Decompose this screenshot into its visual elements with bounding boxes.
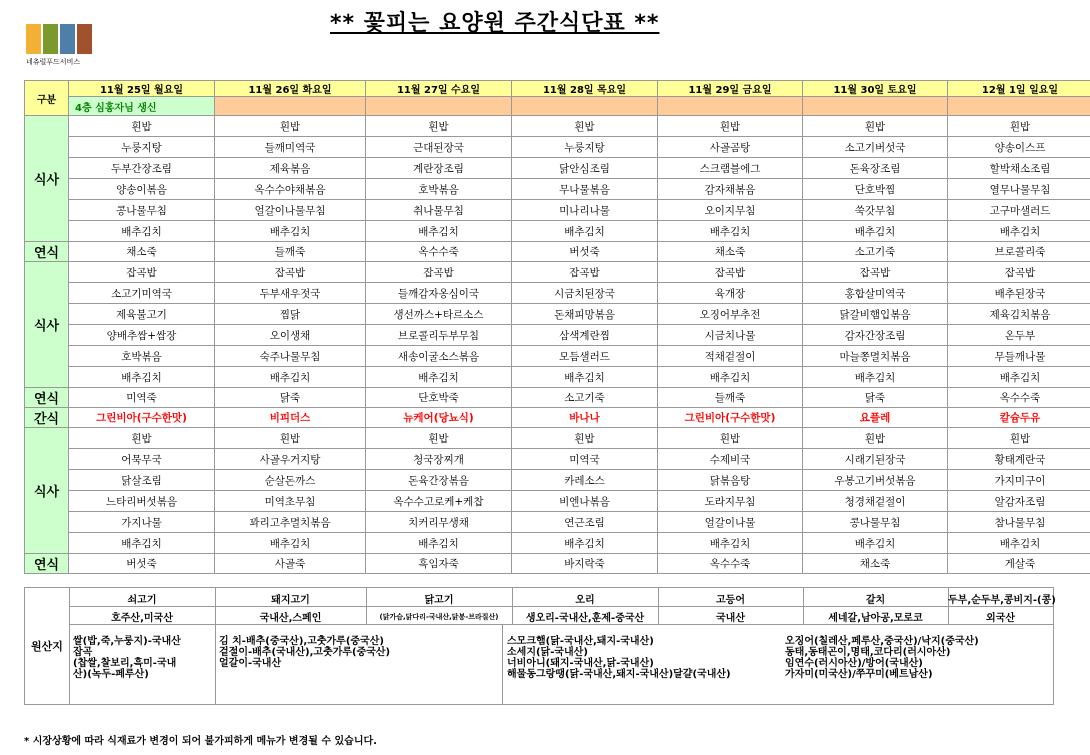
origin-seafood-line: 오징어(칠레산,페루산,중국산)/낙지(중국산) xyxy=(785,636,979,647)
breakfast-item: 소고기버섯국 xyxy=(803,137,948,158)
snack-item: 뉴케어(당뇨식) xyxy=(366,408,512,428)
lunch-item: 잡곡밥 xyxy=(803,262,948,283)
lunch-item: 잡곡밥 xyxy=(215,262,366,283)
soft-meal-2-item: 들깨죽 xyxy=(658,388,803,408)
dinner-item: 흰밥 xyxy=(215,428,366,449)
dinner-item: 알감자조림 xyxy=(948,491,1090,512)
lunch-item: 닭갈비햄입볶음 xyxy=(803,304,948,325)
origin-meat-value: 외국산 xyxy=(986,613,1015,624)
lunch-item: 잡곡밥 xyxy=(512,262,658,283)
origin-col-divider xyxy=(502,624,503,704)
soft-meal-3-label: 연식 xyxy=(25,554,69,574)
snack-row xyxy=(25,408,1090,428)
dinner-item: 미역국 xyxy=(512,449,658,470)
soft-meal-2-item: 옥수수죽 xyxy=(948,388,1090,408)
breakfast-item: 감자채볶음 xyxy=(658,179,803,200)
dinner-item: 꽈리고추멸치볶음 xyxy=(215,512,366,533)
soft-meal-2-item: 닭죽 xyxy=(803,388,948,408)
origin-processed-line: 해물동그랑땡(닭-국내산,돼지-국내산)달걀(국내산) xyxy=(507,669,731,680)
dinner-row xyxy=(25,533,1090,554)
breakfast-item: 배추김치 xyxy=(948,221,1090,242)
lunch-row xyxy=(25,283,1090,304)
soft-meal-3-item: 사골죽 xyxy=(215,554,366,574)
header-label: 구분 xyxy=(25,81,69,116)
breakfast-item: 배추김치 xyxy=(512,221,658,242)
dinner-item: 연근조림 xyxy=(512,512,658,533)
day-header: 11월 27일 수요일 xyxy=(366,81,512,97)
snack-item: 비피더스 xyxy=(215,408,366,428)
breakfast-item: 흰밥 xyxy=(803,116,948,137)
lunch-item: 시금치된장국 xyxy=(512,283,658,304)
origin-meat-value: 국내산 xyxy=(716,613,745,624)
lunch-item: 돈채피망볶음 xyxy=(512,304,658,325)
breakfast-item: 배추김치 xyxy=(366,221,512,242)
lunch-item: 오징어부추전 xyxy=(658,304,803,325)
breakfast-item: 양송이스프 xyxy=(948,137,1090,158)
lunch-item: 삼색계란찜 xyxy=(512,325,658,346)
logo-tile-water xyxy=(60,24,75,54)
origin-kimchi-line: 얼갈이-국내산 xyxy=(219,658,282,669)
birthday-empty xyxy=(803,97,948,116)
origin-grains-line: (찹쌀,찰보리,흑미-국내 xyxy=(73,658,177,669)
dinner-item: 가지나물 xyxy=(69,512,215,533)
logo-tile-sun xyxy=(26,24,41,54)
soft-meal-1-item: 소고기죽 xyxy=(803,242,948,262)
dinner-item: 도라지무침 xyxy=(658,491,803,512)
dinner-item: 미역초무침 xyxy=(215,491,366,512)
breakfast-item: 배추김치 xyxy=(215,221,366,242)
lunch-item: 배추김치 xyxy=(512,367,658,388)
lunch-item: 숙주나물무침 xyxy=(215,346,366,367)
breakfast-item: 흰밥 xyxy=(948,116,1090,137)
lunch-item: 홍합살미역국 xyxy=(803,283,948,304)
birthday-empty xyxy=(512,97,658,116)
weekly-menu-table xyxy=(24,80,1090,574)
origin-meat-value: 국내산,스페인 xyxy=(259,613,322,624)
dinner-item: 흰밥 xyxy=(658,428,803,449)
dinner-item: 흰밥 xyxy=(366,428,512,449)
lunch-item: 브로콜리두부무침 xyxy=(366,325,512,346)
soft-meal-2-item: 소고기죽 xyxy=(512,388,658,408)
soft-meal-1-row xyxy=(25,242,1090,262)
dinner-row xyxy=(25,491,1090,512)
breakfast-item: 단호박찜 xyxy=(803,179,948,200)
lunch-item: 호박볶음 xyxy=(69,346,215,367)
breakfast-item: 흰밥 xyxy=(658,116,803,137)
breakfast-item: 들깨미역국 xyxy=(215,137,366,158)
soft-meal-3-item: 채소죽 xyxy=(803,554,948,574)
dinner-item: 느타리버섯볶음 xyxy=(69,491,215,512)
soft-meal-2-item: 닭죽 xyxy=(215,388,366,408)
snack-item: 칼슘두유 xyxy=(948,408,1090,428)
lunch-item: 생선까스+타르소스 xyxy=(366,304,512,325)
origin-section xyxy=(24,587,1054,705)
dinner-item: 배추김치 xyxy=(69,533,215,554)
day-header: 11월 26일 화요일 xyxy=(215,81,366,97)
page-title: ** 꽃피는 요양원 주간식단표 ** xyxy=(330,11,660,36)
breakfast-item: 계란장조림 xyxy=(366,158,512,179)
lunch-item: 오이생채 xyxy=(215,325,366,346)
lunch-item: 배추김치 xyxy=(366,367,512,388)
origin-meat-name: 두부,순두부,콩비지-(콩) xyxy=(948,595,1056,606)
dinner-item: 황태계란국 xyxy=(948,449,1090,470)
lunch-item: 배추김치 xyxy=(948,367,1090,388)
dinner-item: 얼갈이나물 xyxy=(658,512,803,533)
breakfast-item: 옥수수야채볶음 xyxy=(215,179,366,200)
company-logo xyxy=(26,24,98,70)
soft-meal-3-item: 게살죽 xyxy=(948,554,1090,574)
dinner-item: 콩나물무침 xyxy=(803,512,948,533)
lunch-item: 온두부 xyxy=(948,325,1090,346)
lunch-label: 식사 xyxy=(25,262,69,388)
dinner-item: 청국장찌개 xyxy=(366,449,512,470)
lunch-item: 제육김치볶음 xyxy=(948,304,1090,325)
origin-processed-line: 소세지(닭-국내산) xyxy=(507,647,588,658)
origin-divider xyxy=(69,624,1053,625)
breakfast-item: 배추김치 xyxy=(803,221,948,242)
origin-label: 원산지 xyxy=(25,588,70,704)
soft-meal-2-label: 연식 xyxy=(25,388,69,408)
dinner-item: 우봉고기버섯볶음 xyxy=(803,470,948,491)
snack-item: 요플레 xyxy=(803,408,948,428)
breakfast-item: 미나리나물 xyxy=(512,200,658,221)
breakfast-item: 돈육장조림 xyxy=(803,158,948,179)
lunch-item: 제육불고기 xyxy=(69,304,215,325)
dinner-item: 비엔나볶음 xyxy=(512,491,658,512)
day-header: 12월 1일 일요일 xyxy=(948,81,1090,97)
origin-seafood-line: 임연수(러시아산)/방어(국내산) xyxy=(785,658,923,669)
dinner-item: 배추김치 xyxy=(215,533,366,554)
breakfast-item: 두부간장조림 xyxy=(69,158,215,179)
origin-meat-value: 세네갈,남아공,모로코 xyxy=(828,613,923,624)
dinner-item: 배추김치 xyxy=(803,533,948,554)
origin-grains-line: 산)(녹두-페루산) xyxy=(73,669,149,680)
breakfast-item: 쑥갓무침 xyxy=(803,200,948,221)
origin-meat-name: 고등어 xyxy=(716,595,745,606)
breakfast-row xyxy=(25,179,1090,200)
day-header: 11월 30일 토요일 xyxy=(803,81,948,97)
breakfast-item: 스크램블에그 xyxy=(658,158,803,179)
soft-meal-3-item: 옥수수죽 xyxy=(658,554,803,574)
breakfast-item: 사골곰탕 xyxy=(658,137,803,158)
dinner-item: 청경채겉절이 xyxy=(803,491,948,512)
soft-meal-1-item: 옥수수죽 xyxy=(366,242,512,262)
lunch-row xyxy=(25,325,1090,346)
lunch-item: 감자간장조림 xyxy=(803,325,948,346)
soft-meal-1-item: 채소죽 xyxy=(658,242,803,262)
dinner-row xyxy=(25,428,1090,449)
dinner-item: 흰밥 xyxy=(803,428,948,449)
soft-meal-1-item: 버섯죽 xyxy=(512,242,658,262)
soft-meal-3-item: 흑임자죽 xyxy=(366,554,512,574)
dinner-item: 수제비국 xyxy=(658,449,803,470)
breakfast-item: 배추김치 xyxy=(69,221,215,242)
dinner-item: 돈육간장볶음 xyxy=(366,470,512,491)
lunch-item: 들깨감자옹심이국 xyxy=(366,283,512,304)
breakfast-item: 열무나물무침 xyxy=(948,179,1090,200)
breakfast-item: 호박볶음 xyxy=(366,179,512,200)
lunch-item: 육개장 xyxy=(658,283,803,304)
lunch-row xyxy=(25,304,1090,325)
origin-grains-line: 잡곡 xyxy=(73,647,93,658)
lunch-item: 두부새우젓국 xyxy=(215,283,366,304)
lunch-item: 잡곡밥 xyxy=(948,262,1090,283)
logo-text: 네츄럴푸드서비스 xyxy=(26,58,81,66)
dinner-label: 식사 xyxy=(25,428,69,554)
day-header: 11월 28일 목요일 xyxy=(512,81,658,97)
soft-meal-1-item: 채소죽 xyxy=(69,242,215,262)
soft-meal-3-row xyxy=(25,554,1090,574)
dinner-item: 치커리무생채 xyxy=(366,512,512,533)
dinner-item: 순살돈까스 xyxy=(215,470,366,491)
lunch-item: 모듬샐러드 xyxy=(512,346,658,367)
breakfast-label: 식사 xyxy=(25,116,69,242)
breakfast-item: 배추김치 xyxy=(658,221,803,242)
dinner-row xyxy=(25,470,1090,491)
lunch-item: 새송이굴소스볶음 xyxy=(366,346,512,367)
breakfast-row xyxy=(25,137,1090,158)
origin-processed-line: 스모크햄(닭-국내산,돼지-국내산) xyxy=(507,636,654,647)
dinner-item: 흰밥 xyxy=(948,428,1090,449)
origin-col-divider xyxy=(215,624,216,704)
lunch-item: 시금치나물 xyxy=(658,325,803,346)
lunch-item: 양배추쌈+쌈장 xyxy=(69,325,215,346)
dinner-item: 닭살조림 xyxy=(69,470,215,491)
lunch-item: 배추김치 xyxy=(69,367,215,388)
breakfast-item: 양송이볶음 xyxy=(69,179,215,200)
soft-meal-1-item: 브로콜리죽 xyxy=(948,242,1090,262)
breakfast-item: 무나물볶음 xyxy=(512,179,658,200)
lunch-item: 배추김치 xyxy=(215,367,366,388)
soft-meal-2-item: 단호박죽 xyxy=(366,388,512,408)
origin-kimchi-line: 겉절이-배추(국내산),고춧가루(중국산) xyxy=(219,647,391,658)
origin-meat-name: 쇠고기 xyxy=(127,595,157,606)
lunch-item: 적채겉절이 xyxy=(658,346,803,367)
birthday-empty xyxy=(658,97,803,116)
lunch-item: 배추된장국 xyxy=(948,283,1090,304)
breakfast-item: 콩나물무침 xyxy=(69,200,215,221)
origin-meat-name: 닭고기 xyxy=(424,595,454,606)
dinner-item: 카레소스 xyxy=(512,470,658,491)
origin-kimchi-line: 김 치-배추(중국산),고춧가루(중국산) xyxy=(219,636,384,647)
dinner-row xyxy=(25,449,1090,470)
soft-meal-3-item: 버섯죽 xyxy=(69,554,215,574)
dinner-item: 배추김치 xyxy=(948,533,1090,554)
origin-grains-line: 쌀(밥,죽,누룽지)-국내산 xyxy=(73,636,181,647)
breakfast-item: 흰밥 xyxy=(215,116,366,137)
lunch-item: 잡곡밥 xyxy=(366,262,512,283)
origin-meat-value: 생오리-국내산,훈제-중국산 xyxy=(525,613,645,624)
day-header: 11월 29일 금요일 xyxy=(658,81,803,97)
breakfast-row xyxy=(25,116,1090,137)
lunch-row xyxy=(25,346,1090,367)
lunch-item: 소고기미역국 xyxy=(69,283,215,304)
breakfast-item: 흰밥 xyxy=(69,116,215,137)
origin-meat-value: 호주산,미국산 xyxy=(111,613,173,624)
breakfast-item: 할박채소조림 xyxy=(948,158,1090,179)
dinner-item: 사골우거지탕 xyxy=(215,449,366,470)
origin-meat-name: 갈치 xyxy=(865,595,886,606)
dinner-item: 어묵무국 xyxy=(69,449,215,470)
breakfast-item: 근대된장국 xyxy=(366,137,512,158)
dinner-item: 흰밥 xyxy=(69,428,215,449)
origin-meat-name: 오리 xyxy=(575,595,595,606)
snack-item: 그린비아(구수한맛) xyxy=(69,408,215,428)
birthday-empty xyxy=(948,97,1090,116)
breakfast-item: 흰밥 xyxy=(512,116,658,137)
origin-seafood-line: 가자미(미국산)/쭈꾸미(베트남산) xyxy=(785,669,933,680)
origin-meat-value: (닭가슴,닭다리-국내산,닭봉-브라질산) xyxy=(379,613,499,621)
dinner-item: 옥수수고로케+케찹 xyxy=(366,491,512,512)
breakfast-item: 누룽지탕 xyxy=(512,137,658,158)
dinner-item: 닭볶음탕 xyxy=(658,470,803,491)
snack-item: 그린비아(구수한맛) xyxy=(658,408,803,428)
footer-note: * 시장상황에 따라 식재료가 변경이 되어 불가피하게 메뉴가 변경될 수 있습니다. xyxy=(24,736,377,747)
lunch-item: 배추김치 xyxy=(803,367,948,388)
origin-processed-line: 너비아니(돼지-국내산,닭-국내산) xyxy=(507,658,654,669)
birthday-empty xyxy=(215,97,366,116)
soft-meal-2-row xyxy=(25,388,1090,408)
dinner-item: 흰밥 xyxy=(512,428,658,449)
logo-tile-grass xyxy=(43,24,58,54)
breakfast-item: 닭안심조림 xyxy=(512,158,658,179)
soft-meal-2-item: 미역죽 xyxy=(69,388,215,408)
breakfast-item: 누룽지탕 xyxy=(69,137,215,158)
lunch-item: 잡곡밥 xyxy=(69,262,215,283)
lunch-row xyxy=(25,367,1090,388)
breakfast-item: 흰밥 xyxy=(366,116,512,137)
logo-tile-earth xyxy=(77,24,92,54)
breakfast-item: 취나물무침 xyxy=(366,200,512,221)
breakfast-item: 고구마샐러드 xyxy=(948,200,1090,221)
origin-meat-name: 돼지고기 xyxy=(271,595,310,606)
lunch-item: 무들깨나물 xyxy=(948,346,1090,367)
header-row xyxy=(25,81,1090,97)
lunch-item: 잡곡밥 xyxy=(658,262,803,283)
dinner-item: 배추김치 xyxy=(658,533,803,554)
birthday-row xyxy=(25,97,1090,116)
dinner-item: 배추김치 xyxy=(366,533,512,554)
dinner-row xyxy=(25,512,1090,533)
dinner-item: 참나물무침 xyxy=(948,512,1090,533)
dinner-item: 가지미구이 xyxy=(948,470,1090,491)
origin-divider xyxy=(69,606,1053,607)
breakfast-row xyxy=(25,200,1090,221)
breakfast-row xyxy=(25,221,1090,242)
birthday-cell: 4층 심홍자님 생신 xyxy=(69,97,215,116)
breakfast-row xyxy=(25,158,1090,179)
breakfast-item: 오이지무침 xyxy=(658,200,803,221)
lunch-item: 마늘쫑멸치볶음 xyxy=(803,346,948,367)
soft-meal-1-item: 들깨죽 xyxy=(215,242,366,262)
day-header: 11월 25일 월요일 xyxy=(69,81,215,97)
snack-label: 간식 xyxy=(25,408,69,428)
dinner-item: 배추김치 xyxy=(512,533,658,554)
soft-meal-3-item: 바지락죽 xyxy=(512,554,658,574)
lunch-row xyxy=(25,262,1090,283)
snack-item: 바나나 xyxy=(512,408,658,428)
birthday-empty xyxy=(366,97,512,116)
breakfast-item: 제육볶음 xyxy=(215,158,366,179)
soft-meal-1-label: 연식 xyxy=(25,242,69,262)
origin-seafood-line: 동태,동태곤이,명태,코다리(러시아산) xyxy=(785,647,951,658)
lunch-item: 배추김치 xyxy=(658,367,803,388)
dinner-item: 시래기된장국 xyxy=(803,449,948,470)
lunch-item: 찜닭 xyxy=(215,304,366,325)
breakfast-item: 얼갈이나물무침 xyxy=(215,200,366,221)
logo-tiles xyxy=(26,24,98,54)
